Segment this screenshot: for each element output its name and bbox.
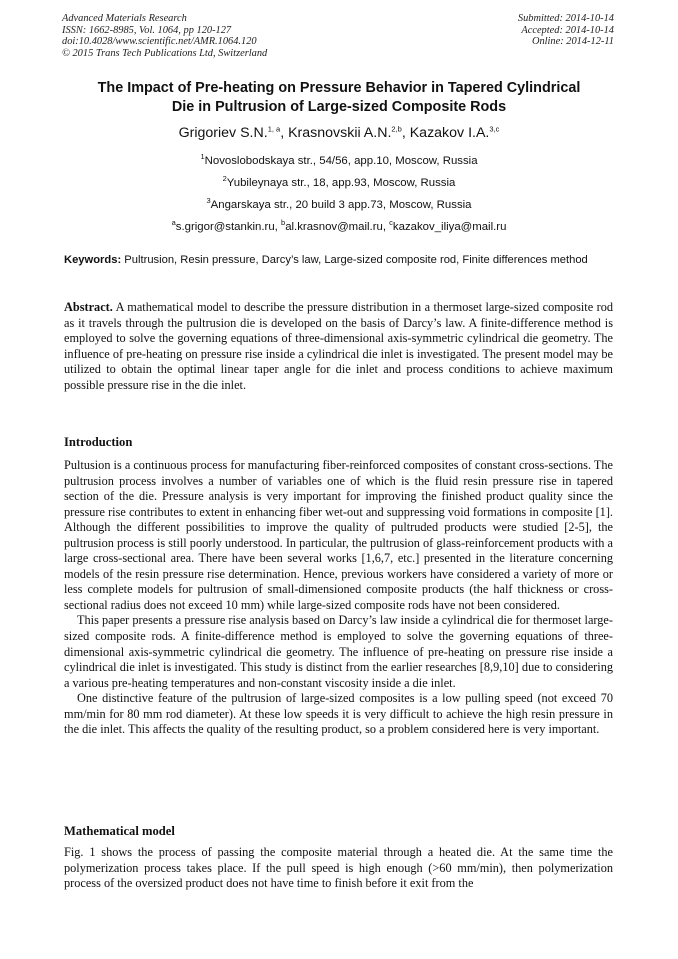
email-address[interactable]: s.grigor@stankin.ru,: [175, 221, 282, 233]
title-line-2: Die in Pultrusion of Large-sized Composite Rods: [171, 99, 507, 115]
doi-line: doi:10.4028/www.scientific.net/AMR.1064.120: [62, 36, 257, 48]
affiliation-2: [40, 176, 638, 190]
abstract-block: [64, 300, 613, 393]
journal-info: [62, 13, 267, 59]
affiliation-superscript: 1: [200, 152, 205, 162]
email-superscript: c: [389, 218, 393, 228]
affiliation-1: [40, 154, 638, 168]
email-address[interactable]: al.krasnov@mail.ru,: [285, 221, 390, 233]
paragraph: This paper presents a pressure rise analysis based on Darcy’s law inside a cylindrical die for thermoset large-sized composite rods. A finite-difference method is employed to solve the governing equations of three-dimensional axis-symmetric cylindrical die geometry. The influence of pre-heating on pressure rise inside a cylindrical die inlet is investigated. This study is distinct from the earlier researches [8,9,10] due to considering a various pre-heating temperatures and non-constant viscosity inside a die inlet.: [64, 613, 613, 690]
author-name: Krasnovskii A.N.: [288, 125, 392, 141]
affiliation-3: [40, 198, 638, 212]
author-superscript: 1, a: [267, 124, 281, 134]
affiliation-text: Yubileynaya str., 18, app.93, Moscow, Russia: [226, 177, 456, 189]
author-name: Grigoriev S.N.: [178, 125, 268, 141]
paragraph: Pultusion is a continuous process for manufacturing fiber-reinforced composites of constant cross-sections. The pultrusion process involves a number of variables one of which is the fluid resin pressure rise in tapered section of the die. Pressure analysis is very important for improving the finished product quality since the pressure rise contributes to extent in enhancing fiber wet-out and suppressing void formations in composite [1]. Although the different possibilities to improve the quality of pultruded products were studied [2-5], the pultrusion process is still poorly understood. In particular, the pultrusion of glass-reinforcement products with a large cross-sectional area. There have been several works [1,6,7, etc.] presented in the literature concerning models of the resin pressure rise determination. Hence, previous workers have considered a variety of more or less complete models for pultrusion of small-dimensioned composite products (the half thickness or cross-sectional radius does not exceed 10 mm) while large-sized composite rods have not been considered.: [64, 458, 613, 612]
author-list: [40, 124, 638, 143]
issn-line: ISSN: 1662-8985, Vol. 1064, pp 120-127: [62, 24, 232, 36]
author-superscript: 3,c: [489, 124, 500, 134]
affiliation-text: Angarskaya str., 20 build 3 app.73, Moscow, Russia: [210, 199, 472, 211]
accepted-date: Accepted: 2014-10-14: [521, 24, 614, 36]
submission-dates: [518, 13, 614, 48]
abstract-label: Abstract.: [64, 300, 113, 314]
email-address[interactable]: kazakov_iliya@mail.ru: [392, 221, 507, 233]
email-superscript: b: [281, 218, 286, 228]
email-superscript: a: [171, 218, 176, 228]
author-separator: ,: [280, 125, 289, 141]
author-separator: ,: [401, 125, 410, 141]
math-model-heading: Mathematical model: [64, 824, 175, 838]
keywords-label: Keywords:: [64, 254, 122, 266]
introduction-body: [64, 458, 613, 738]
keywords-block: [64, 253, 613, 268]
affiliation-text: Novoslobodskaya str., 54/56, app.10, Moscow, Russia: [204, 155, 478, 167]
paragraph: One distinctive feature of the pultrusion of large-sized composites is a low pulling speed (not exceed 70 mm/min for 80 mm rod diameter). At these low speeds it is very difficult to achieve the high resin pressure in the die inlet. This affects the quality of the resulting product, so a problem considered here is very important.: [64, 691, 613, 737]
email-list: [40, 220, 638, 234]
paper-title: [50, 79, 628, 117]
author-superscript: 2,b: [391, 124, 402, 134]
affiliation-superscript: 2: [222, 174, 227, 184]
affiliation-superscript: 3: [206, 196, 211, 206]
online-date: Online: 2014-12-11: [531, 36, 614, 48]
keywords-text: Pultrusion, Resin pressure, Darcy’s law, Large-sized composite rod, Finite differences method: [121, 254, 588, 266]
author-name: Kazakov I.A.: [409, 125, 490, 141]
paragraph: Fig. 1 shows the process of passing the composite material through a heated die. At the same time the polymerization process takes place. If the pull speed is high enough (>60 mm/min), then polymerization process of the oversized product does not have time to finish before it exit from the: [64, 845, 613, 891]
math-model-body: [64, 845, 613, 892]
copyright-line: © 2015 Trans Tech Publications Ltd, Switzerland: [62, 47, 268, 59]
introduction-heading: Introduction: [64, 435, 133, 449]
title-line-1: The Impact of Pre-heating on Pressure Behavior in Tapered Cylindrical: [97, 80, 581, 96]
abstract-text: A mathematical model to describe the pressure distribution in a thermoset large-sized composite rod as it travels through the pultrusion die is developed on the basis of Darcy’s law. A finite-difference method is employed to solve the governing equations of three-dimensional axis-symmetric cylindrical die geometry. The influence of pre-heating on pressure rise inside a cylindrical die inlet is investigated. The present model may be utilized to obtain the optimal linear taper angle for die inlet and process conditions to achieve maximum possible pressure rise in the die inlet.: [64, 300, 613, 392]
submitted-date: Submitted: 2014-10-14: [517, 13, 614, 24]
journal-name: Advanced Materials Research: [62, 13, 187, 24]
